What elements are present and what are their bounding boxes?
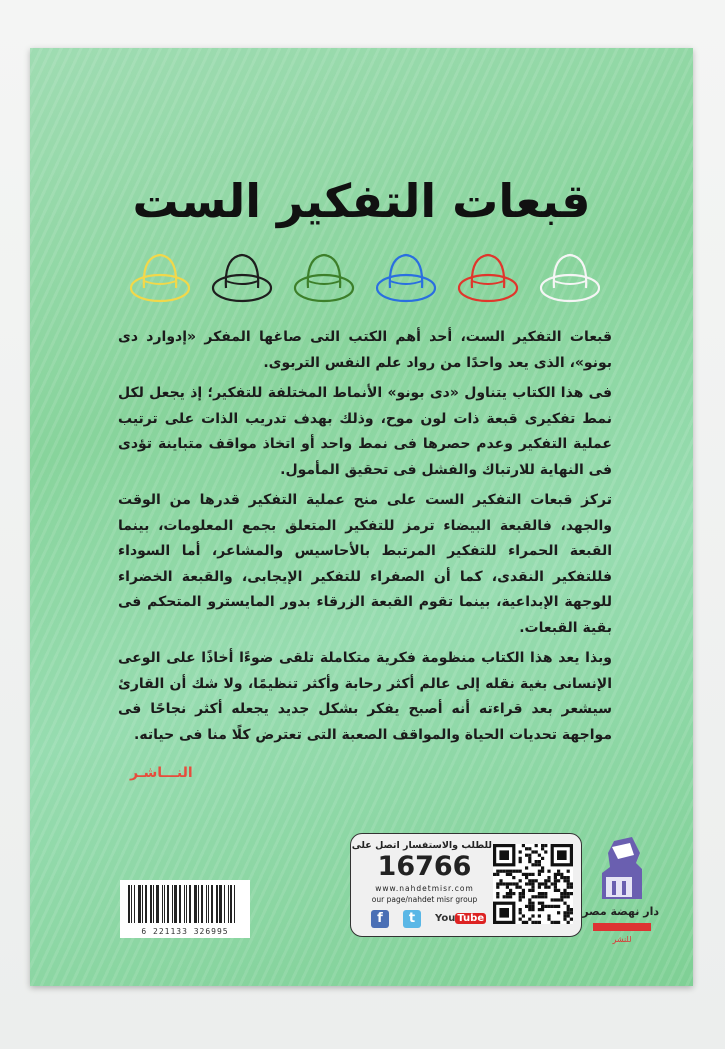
barcode-bar bbox=[230, 885, 232, 923]
barcode-bar bbox=[179, 885, 181, 923]
logo-name: دار نهضة مصر bbox=[582, 905, 659, 918]
barcode-bar bbox=[142, 885, 143, 923]
barcode-bar bbox=[228, 885, 229, 923]
blurb-paragraph-4: وبذا يعد هذا الكتاب منظومة فكرية متكاملة تلقى ضوءًا أخاذًا على الوعى الإنسانى بغية نقله إلى عالم أكثر رحابة وأكثر تنظيمًا، ولا شك أن القارئ سيشعر بعد قراءته أنه أصبح يفكر بشكل جديد يجعله أكثر نجاحًا فى مواجهة تحديات الحياة والمواقف الصعبة التى تعترض كلًا منا فى حياته. bbox=[118, 650, 612, 743]
barcode-bar bbox=[174, 885, 177, 923]
barcode-bar bbox=[198, 885, 199, 923]
hat-black-icon bbox=[213, 255, 271, 301]
hat-red-icon bbox=[459, 255, 517, 301]
youtube-you: You bbox=[435, 913, 456, 924]
barcode-bar bbox=[131, 885, 132, 923]
social-page: our page/nahdet misr group bbox=[371, 895, 478, 904]
social-icons bbox=[371, 910, 486, 928]
book-stripe-icon bbox=[593, 923, 651, 931]
website[interactable]: www.nahdetmisr.com bbox=[375, 884, 474, 893]
sphinx-logo-icon bbox=[592, 833, 652, 903]
barcode-bar bbox=[216, 885, 218, 923]
contact-header: للطلب والاستفسار اتصل على bbox=[351, 840, 492, 851]
hotline-number: 16766 bbox=[377, 851, 472, 882]
barcode-bar bbox=[138, 885, 141, 923]
barcode-bar bbox=[189, 885, 191, 923]
barcode-bar bbox=[211, 885, 213, 923]
hat-yellow-icon bbox=[131, 255, 189, 301]
hat-blue-icon bbox=[377, 255, 435, 301]
barcode-bar bbox=[201, 885, 203, 923]
blurb bbox=[118, 325, 612, 782]
hat-green-icon bbox=[295, 255, 353, 301]
barcode bbox=[120, 880, 250, 938]
barcode-bars bbox=[128, 885, 242, 923]
publisher-logo bbox=[582, 833, 659, 951]
barcode-bar bbox=[184, 885, 185, 923]
publisher-signature: النـــاشـر bbox=[130, 765, 193, 781]
six-hats-illustration bbox=[130, 243, 600, 308]
book-back-cover bbox=[30, 48, 693, 986]
barcode-bar bbox=[134, 885, 135, 923]
barcode-bar bbox=[206, 885, 207, 923]
barcode-bar bbox=[128, 885, 130, 923]
blurb-paragraph-2: فى هذا الكتاب يتناول «دى بونو» الأنماط المختلفة للتفكير؛ إذ يجعل لكل نمط تفكيرى قبعة ذات لون موح، وذلك بهدف تدريب الذات على ترتيب عملية التفكير وعدم حصرها فى نمط واحد أو اتخاذ مواقف متباينة تؤدى فى النهاية للارتباك والفشل فى تحقيق المأمول. bbox=[118, 385, 612, 478]
qr-code bbox=[493, 844, 573, 924]
contact-box bbox=[350, 833, 582, 937]
barcode-bar bbox=[208, 885, 209, 923]
barcode-bar bbox=[167, 885, 169, 923]
barcode-bar bbox=[162, 885, 163, 923]
youtube-icon bbox=[435, 912, 486, 926]
barcode-number: 6 221133 326995 bbox=[141, 927, 229, 936]
barcode-bar bbox=[172, 885, 173, 923]
book-title: قبعات التفكير الست bbox=[132, 174, 591, 228]
barcode-bar bbox=[194, 885, 197, 923]
blurb-paragraph-1: قبعات التفكير الست، أحد أهم الكتب التى صاغها المفكر «إدوارد دى بونو»، الذى يعد واحدًا من رواد علم النفس التربوى. bbox=[118, 329, 612, 371]
twitter-icon: t bbox=[403, 910, 421, 928]
hat-white-icon bbox=[541, 255, 599, 301]
logo-tagline: للنشر bbox=[612, 935, 632, 944]
facebook-icon: f bbox=[371, 910, 389, 928]
barcode-bar bbox=[219, 885, 222, 923]
barcode-bar bbox=[156, 885, 159, 923]
barcode-bar bbox=[145, 885, 147, 923]
barcode-bar bbox=[164, 885, 165, 923]
barcode-bar bbox=[186, 885, 187, 923]
barcode-bar bbox=[234, 885, 235, 923]
barcode-bar bbox=[153, 885, 154, 923]
youtube-tube: Tube bbox=[457, 913, 485, 924]
blurb-paragraph-3: تركز قبعات التفكير الست على منح عملية التفكير قدرها من الوقت والجهد، فالقبعة البيضاء ترمز للتفكير المتعلق بجمع المعلومات، بينما القبعة الحمراء للتفكير المرتبط بالأحاسيس والمشاعر، أما السوداء فللتفكير النقدى، كما أن الصفراء للتفكير الإيجابى، والقبعة الخضراء للوجهة الإبداعية، بينما تقوم القبعة الزرقاء بدور المايسترو المتحكم فى بقية القبعات. bbox=[118, 492, 612, 636]
barcode-bar bbox=[224, 885, 225, 923]
barcode-bar bbox=[150, 885, 152, 923]
